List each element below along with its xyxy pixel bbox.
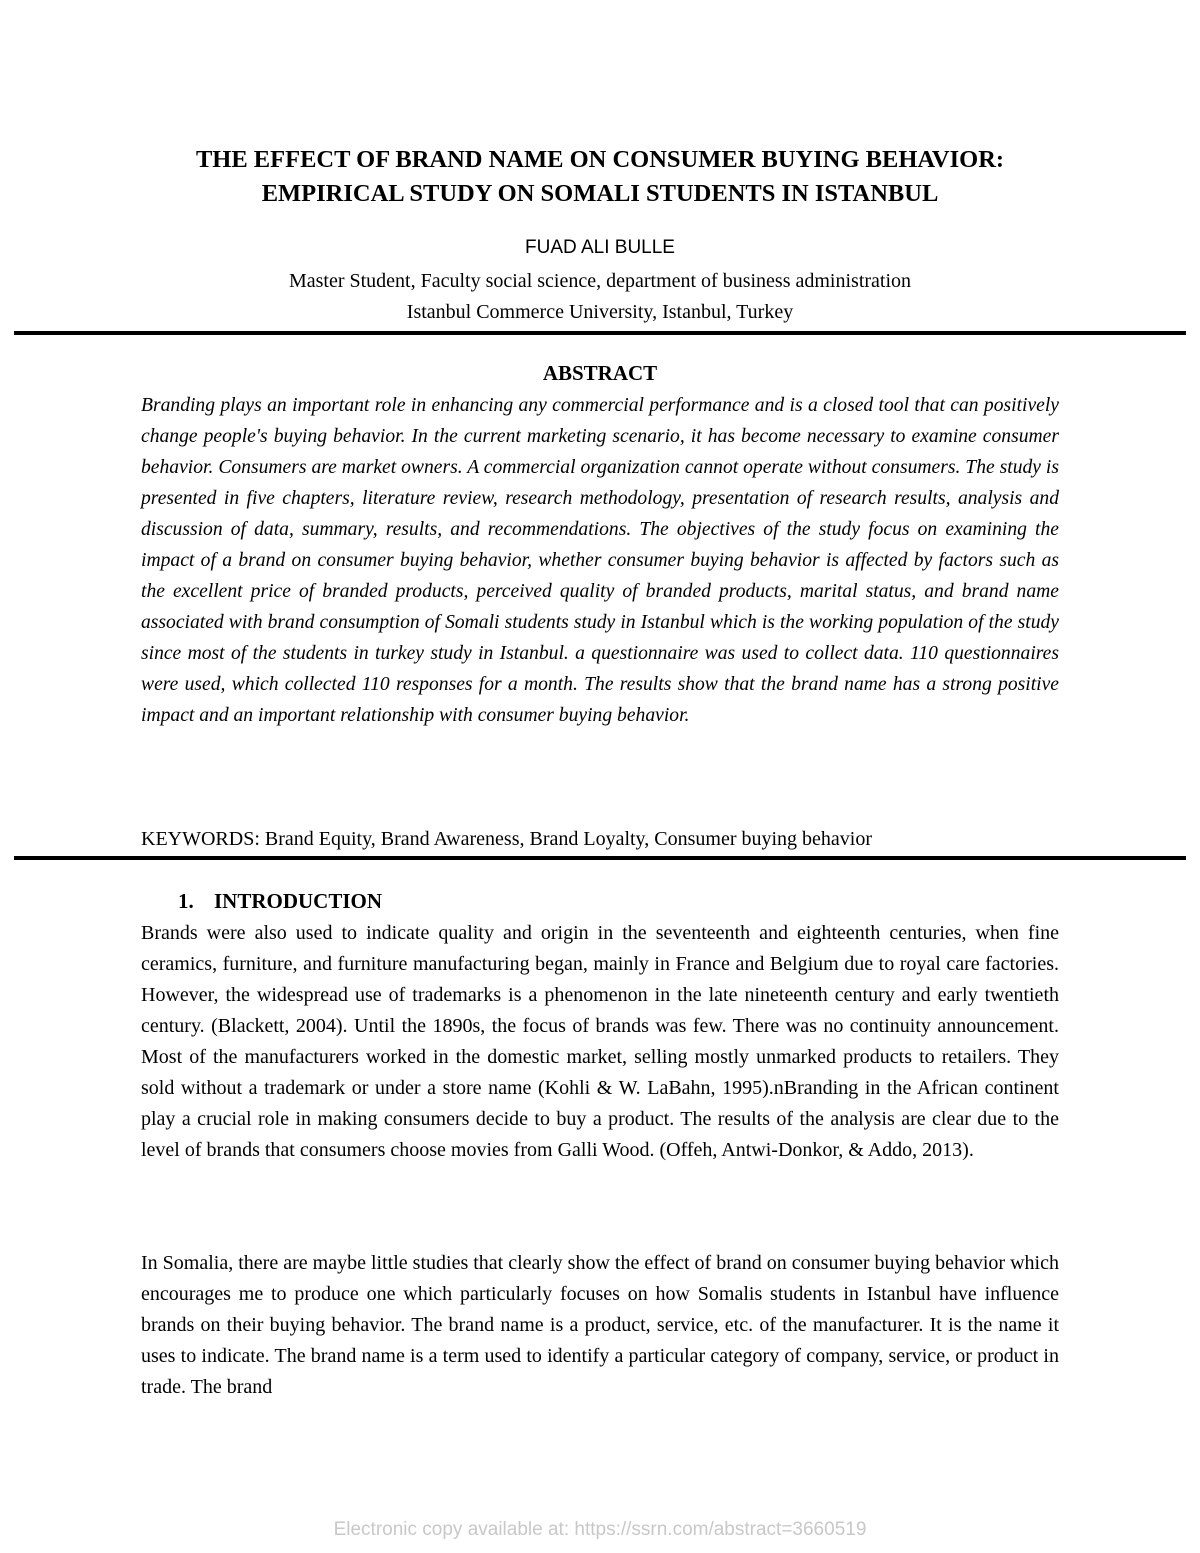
top-divider [14,331,1186,335]
keywords-divider [14,856,1186,860]
abstract-text: Branding plays an important role in enhancing any commercial performance and is a closed tool that can positively change people's buying behavior. In the current marketing scenario, it has become necessary to examine consumer behavior. Consumers are market owners. A commercial organization cannot operate without consumers. The study is presented in five chapters, literature review, research methodology, presentation of research results, analysis and discussion of data, summary, results, and recommendations. The objectives of the study focus on examining the impact of a brand on consumer buying behavior, whether consumer buying behavior is affected by factors such as the excellent price of branded products, perceived quality of branded products, marital status, and brand name associated with brand consumption of Somali students study in Istanbul which is the working population of the study since most of the students in turkey study in Istanbul. a questionnaire was used to collect data. 110 questionnaires were used, which collected 110 responses for a month. The results show that the brand name has a strong positive impact and an important relationship with consumer buying behavior. [141,395,1059,726]
author-name: FUAD ALI BULLE [525,237,675,258]
ssrn-footer: Electronic copy available at: https://ssrn.com/abstract=3660519 [333,1519,867,1540]
paper-title [60,143,1140,211]
section-title: INTRODUCTION [214,889,383,913]
keywords: KEYWORDS: Brand Equity, Brand Awareness, Brand Loyalty, Consumer buying behavior [141,828,873,850]
author-affiliation [0,266,1200,328]
affiliation-line-1: Master Student, Faculty social science, department of business administration [288,270,912,292]
section-heading-introduction [178,887,382,915]
section-number: 1. [178,889,194,913]
abstract-heading: ABSTRACT [542,361,658,385]
title-line-2: EMPIRICAL STUDY ON SOMALI STUDENTS IN ISTANBUL [261,180,939,207]
affiliation-line-2: Istanbul Commerce University, Istanbul, Turkey [406,301,794,323]
intro-paragraph-1: Brands were also used to indicate quality and origin in the seventeenth and eighteenth centuries, when fine ceramics, furniture, and furniture manufacturing began, mainly in France and Belgium due to royal care factories. However, the widespread use of trademarks is a phenomenon in the late nineteenth century and early twentieth century. (Blackett, 2004). Until the 1890s, the focus of brands was few. There was no continuity announcement. Most of the manufacturers worked in the domestic market, selling mostly unmarked products to retailers. They sold without a trademark or under a store name (Kohli & W. LaBahn, 1995).nBranding in the African continent play a crucial role in making consumers decide to buy a product. The results of the analysis are clear due to the level of brands that consumers choose movies from Galli Wood. (Offeh, Antwi-Donkor, & Addo, 2013). [141,922,1059,1161]
title-line-1: THE EFFECT OF BRAND NAME ON CONSUMER BUYING BEHAVIOR: [195,146,1005,173]
intro-paragraph-2: In Somalia, there are maybe little studies that clearly show the effect of brand on consumer buying behavior which encourages me to produce one which particularly focuses on how Somalis students in Istanbul have influence brands on their buying behavior. The brand name is a product, service, etc. of the manufacturer. It is the name it uses to indicate. The brand name is a term used to identify a particular category of company, service, or product in trade. The brand [141,1252,1059,1398]
